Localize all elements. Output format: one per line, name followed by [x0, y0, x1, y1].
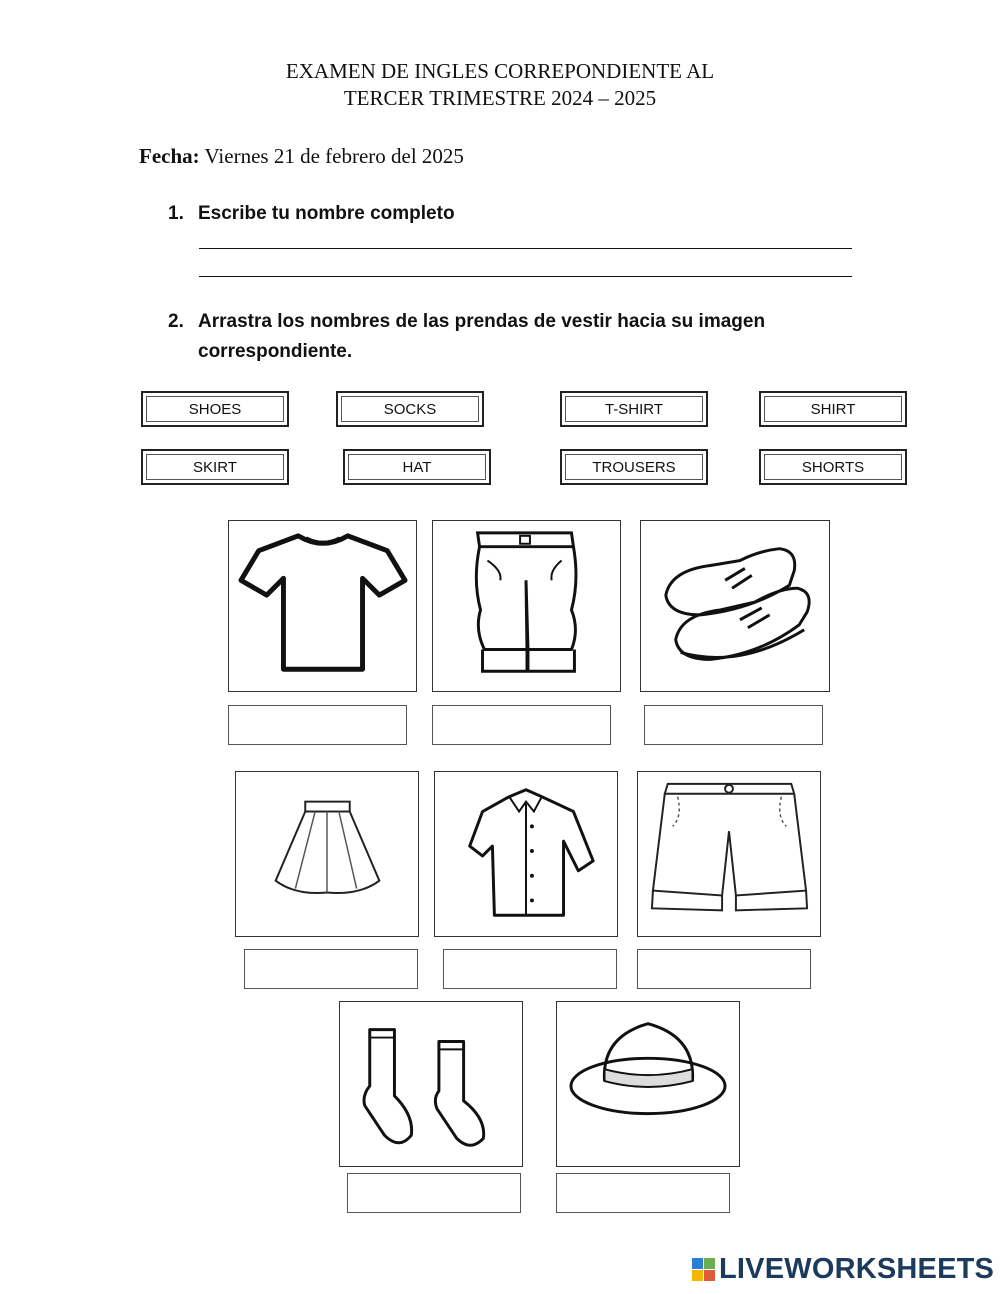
socks-picture: [339, 1001, 523, 1167]
hat-icon: [557, 1002, 739, 1166]
shorts-picture: [637, 771, 821, 937]
shorts-icon: [638, 772, 820, 936]
trousers-picture: [432, 520, 621, 692]
word-shirt[interactable]: SHIRT: [759, 391, 907, 427]
exam-title-line1: EXAMEN DE INGLES CORREPONDIENTE AL: [285, 59, 715, 83]
question-2-text: Arrastra los nombres de las prendas de vestir hacia su imagen correspondiente.: [198, 311, 766, 362]
word-t-shirt[interactable]: T-SHIRT: [560, 391, 708, 427]
name-line-2[interactable]: [199, 276, 852, 277]
shoes-picture: [640, 520, 830, 692]
liveworksheets-brand-text: LIVEWORKSHEETS: [719, 1253, 995, 1285]
word-shoes[interactable]: SHOES: [141, 391, 289, 427]
skirt-icon: [236, 772, 418, 936]
answer-box-4[interactable]: [244, 949, 418, 989]
question-2-number: 2.: [168, 311, 184, 332]
exam-title: [0, 58, 1000, 112]
question-1: [168, 199, 838, 229]
shirt-picture: [434, 771, 618, 937]
word-trousers[interactable]: TROUSERS: [560, 449, 708, 485]
answer-box-2[interactable]: [432, 705, 611, 745]
liveworksheets-logo: [692, 1253, 994, 1286]
question-2: [168, 307, 838, 367]
answer-box-3[interactable]: [644, 705, 823, 745]
word-hat[interactable]: HAT: [343, 449, 491, 485]
tshirt-icon: [229, 521, 416, 691]
name-line-1[interactable]: [199, 248, 852, 249]
shirt-icon: [435, 772, 617, 936]
tshirt-picture: [228, 520, 417, 692]
word-socks[interactable]: SOCKS: [336, 391, 484, 427]
answer-box-7[interactable]: [347, 1173, 521, 1213]
exam-title-line2: TERCER TRIMESTRE 2024 – 2025: [343, 86, 657, 110]
question-1-text: Escribe tu nombre completo: [198, 203, 455, 224]
question-1-number: 1.: [168, 203, 184, 224]
answer-box-6[interactable]: [637, 949, 811, 989]
skirt-picture: [235, 771, 419, 937]
answer-box-1[interactable]: [228, 705, 407, 745]
socks-icon: [340, 1002, 522, 1166]
answer-box-8[interactable]: [556, 1173, 730, 1213]
word-shorts[interactable]: SHORTS: [759, 449, 907, 485]
hat-picture: [556, 1001, 740, 1167]
date-line: [139, 144, 464, 169]
shoes-icon: [641, 521, 829, 691]
trousers-icon: [433, 521, 620, 691]
liveworksheets-logo-icon: [692, 1258, 716, 1282]
word-skirt[interactable]: SKIRT: [141, 449, 289, 485]
date-value: Viernes 21 de febrero del 2025: [204, 144, 464, 168]
date-label: Fecha:: [139, 144, 200, 168]
answer-box-5[interactable]: [443, 949, 617, 989]
